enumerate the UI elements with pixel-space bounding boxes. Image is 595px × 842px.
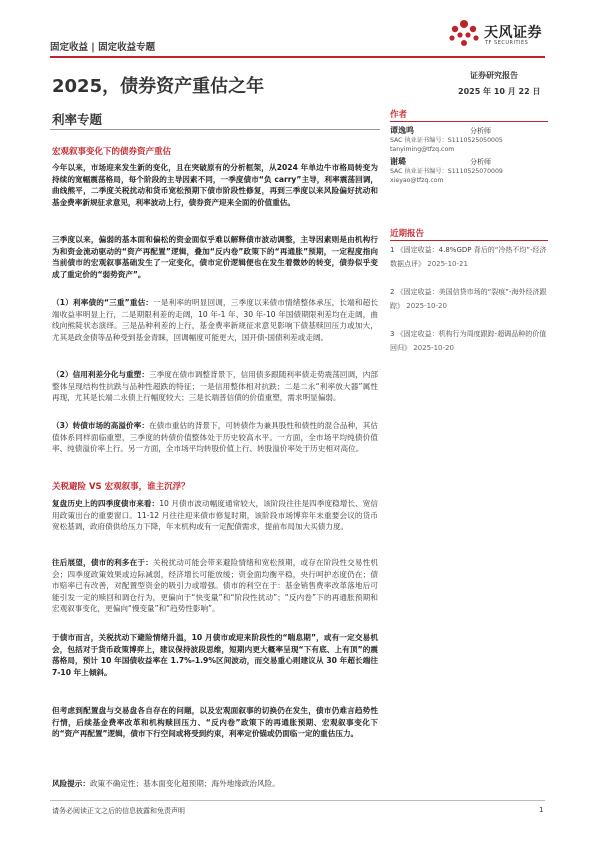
body-paragraph: [52, 705, 378, 740]
logo-subtitle: TF SECURITIES: [485, 40, 529, 46]
logo-name: 天风证券: [484, 25, 542, 41]
paragraph-text: 一是利率的明显回调，三季度以来债市情绪整体承压，长端和超长端收益率明显上行，二是期限利差的走阔，10 年-1 年、30 年-10 年国债期限利差均在走阔，曲线向熊陡状态演绎。三是品种利差的上行，基金费率新规征求意见影响下债基赎回压力或加大，尤其是政金债等品种受到基金青睐，回调幅度可能更大，国开债-国债利差或走阔。: [52, 298, 378, 342]
paragraph-lead: （2）信用利差分化与重塑：: [52, 370, 149, 379]
section-heading: 宏观叙事变化下的债券资产重估: [52, 147, 172, 157]
paragraph-text: 三季度在债市调整背景下，信用债多跟随利率债走势震荡回调，内部整体呈现结构性抗跌与品种性超跌的特征；一是信用整体相对抗跌；二是二永“利率放大器”属性再现，尤其是长端二永债上行幅度较大；三是长端普信债的价值重塑，需求明显偏弱。: [52, 370, 378, 403]
author-role: 分析师: [470, 158, 491, 166]
report-date: 2025 年 10 月 22 日: [458, 87, 541, 96]
header-rule: [50, 56, 545, 58]
risk-warning: [52, 778, 378, 790]
paragraph-text: 关税扰动可能会带来避险情绪和宽松预期，或存在阶段性交易性机会；四季度政策效果或边际减弱，经济增长可能放缓；资金面均衡平稳，央行呵护态度仍在；债市赔率已有改善，对配置型资金的吸引力或增强。债市的利空在于：基金销售费率改革落地后可能引发一定的赎回和调仓行为，更偏向于“快变量”和“阶段性扰动”；“反内卷”下的再通胀预期和宏观叙事变化，更偏向“慢变量”和“趋势性影响”。: [52, 558, 379, 614]
body-paragraph: [52, 234, 378, 280]
body-paragraph: [52, 162, 378, 208]
body-paragraph: [52, 632, 378, 678]
author-sac: SAC 执业证书编号：S1110525050005: [390, 137, 503, 144]
report-type: 证券研究报告: [470, 71, 518, 80]
paragraph-lead: （1）利率债的“三重”重估：: [52, 298, 154, 307]
paragraph-text: 于债市而言，关税扰动下避险情绪升温，10 月债市或迎来阶段性的“喘息期”，或有一定交易机会，包括对于货币政策博弈上，建议保持波段思维，短期内更大概率呈现“下有底、上有顶”的震荡格局，预计 10 年国债收益率在 1.7%-1.9%区间波动，而交易重心则建议从 30 年超长端往 7-10 年上倾斜。: [52, 633, 378, 677]
recent-reports-heading: 近期报告: [390, 229, 425, 239]
author-sac: SAC 执业证书编号：S1110525070009: [390, 168, 503, 175]
paragraph-lead: 往后展望，债市的利多在于：: [52, 558, 153, 567]
paragraph-text: 三季度以来，偏弱的基本面和偏松的资金面似乎难以解释债市波动调整，主导因素则是由机构行为和资金流动驱动的“资产再配置”逻辑，叠加“反内卷”政策下的“再通胀”预期，一定程度指向当前债市的宏观叙事基础发生了一定变化，债市定价逻辑便也在发生着微妙的转变，债券似乎变成了重定价的“弱势资产”。: [52, 235, 378, 279]
recent-report-title: 3 《固定收益：机构行为周度跟踪-超调品种的价值回归》: [390, 330, 547, 352]
recent-report-date: 2025-10-21: [427, 260, 468, 268]
breadcrumb: 固定收益 | 固定收益专题: [50, 42, 156, 53]
author-email[interactable]: tanyiming@tfzq.com: [390, 146, 455, 153]
logo-mark-icon: [447, 18, 481, 48]
paragraph-lead: （3）转债市场的高溢价率：: [52, 421, 149, 430]
footer-rule: [50, 800, 545, 801]
section-heading: 关税避险 VS 宏观叙事，谁主沉浮？: [52, 482, 190, 492]
risk-lead: 风险提示：: [52, 779, 90, 788]
recent-report-date: 2025-10-20: [406, 302, 447, 310]
recent-report-title: 2 《固定收益：美国信贷市场的“裂痕”-海外经济跟踪》: [390, 288, 547, 310]
subtitle-rule: [50, 129, 380, 130]
recent-report-title: 1 《固定收益：4.8%GDP 背后的“冷热不均”-经济数据点评》: [390, 246, 547, 268]
risk-text: 政策不确定性；基本面变化超预期；海外地缘政治风险。: [89, 779, 280, 788]
recent-report-item[interactable]: [390, 243, 550, 271]
report-title: 2025，债券资产重估之年: [52, 76, 265, 97]
recent-report-item[interactable]: [390, 285, 550, 313]
report-subtitle: 利率专题: [52, 112, 103, 127]
body-paragraph: [52, 557, 378, 615]
authors-heading: 作者: [390, 110, 408, 120]
recent-report-item[interactable]: [390, 327, 550, 355]
body-paragraph: [52, 297, 378, 343]
paragraph-text: 10 月债市波动幅度通常较大，该阶段往往是四季度稳增长、宽信用政策出台的重要窗口。11-12 月往往迎来债市修复时期，该阶段市场博弈年末重要会议的货币宽松基调，政府债供给压力下降，年末机构或有一定配债需求，提前布局加大买债力度。: [52, 499, 379, 532]
author-name: 谭逸鸣: [390, 126, 414, 135]
page-number: 1: [539, 806, 544, 814]
brand-logo: [447, 18, 552, 50]
paragraph-text: 但考虑到配置盘与交易盘各自存在的问题，以及宏观面叙事的切换仍在发生，债市仍难言趋势性行情，后续基金费率改革和机构赎回压力、“反内卷”政策下的再通胀预期、宏观叙事变化下的“资产再配置”逻辑，债市下行空间或将受到约束，利率定价锚或仍面临一定的重估压力。: [52, 706, 378, 739]
author-email[interactable]: xieyao@tfzq.com: [390, 177, 444, 184]
paragraph-text: 今年以来，市场迎来发生新的变化，且在突破原有的分析框架，从2024 年单边牛市格局转变为持续的宽幅震荡格局，每个阶段的主导因素不同，一季度债市“负 carry”主导，利率震荡回调，曲线熊平，二季度关税扰动和货币宽松预期下债市阶段性修复，再到三季度以来风险偏好扰动和基金费率新规征求意见，利率波动上行，债券资产迎来全面的价值重估。: [52, 163, 378, 207]
paragraph-text: 在债市重估的背景下，可转债作为兼具股性和债性的混合品种，其估值体系同样面临重塑，三季度的转债价值整体处于历史较高水平。一方面，全市场平均纯债价值率、纯债溢价率上行。另一方面，全市场平均转股价值上行、转股溢价率处于历史相对高位。: [52, 421, 378, 454]
author-role: 分析师: [470, 127, 491, 135]
body-paragraph: [52, 420, 378, 455]
body-paragraph: [52, 369, 378, 404]
recent-report-date: 2025-10-20: [413, 344, 454, 352]
footer-disclaimer: 请务必阅读正文之后的信息披露和免责声明: [52, 807, 185, 815]
page-header: [50, 18, 550, 54]
authors-rule: [390, 121, 548, 122]
body-paragraph: [52, 498, 378, 533]
paragraph-lead: 复盘历史上的四季度债市来看：: [52, 499, 160, 508]
author-name: 谢璐: [390, 157, 406, 166]
recent-reports-rule: [390, 240, 548, 241]
